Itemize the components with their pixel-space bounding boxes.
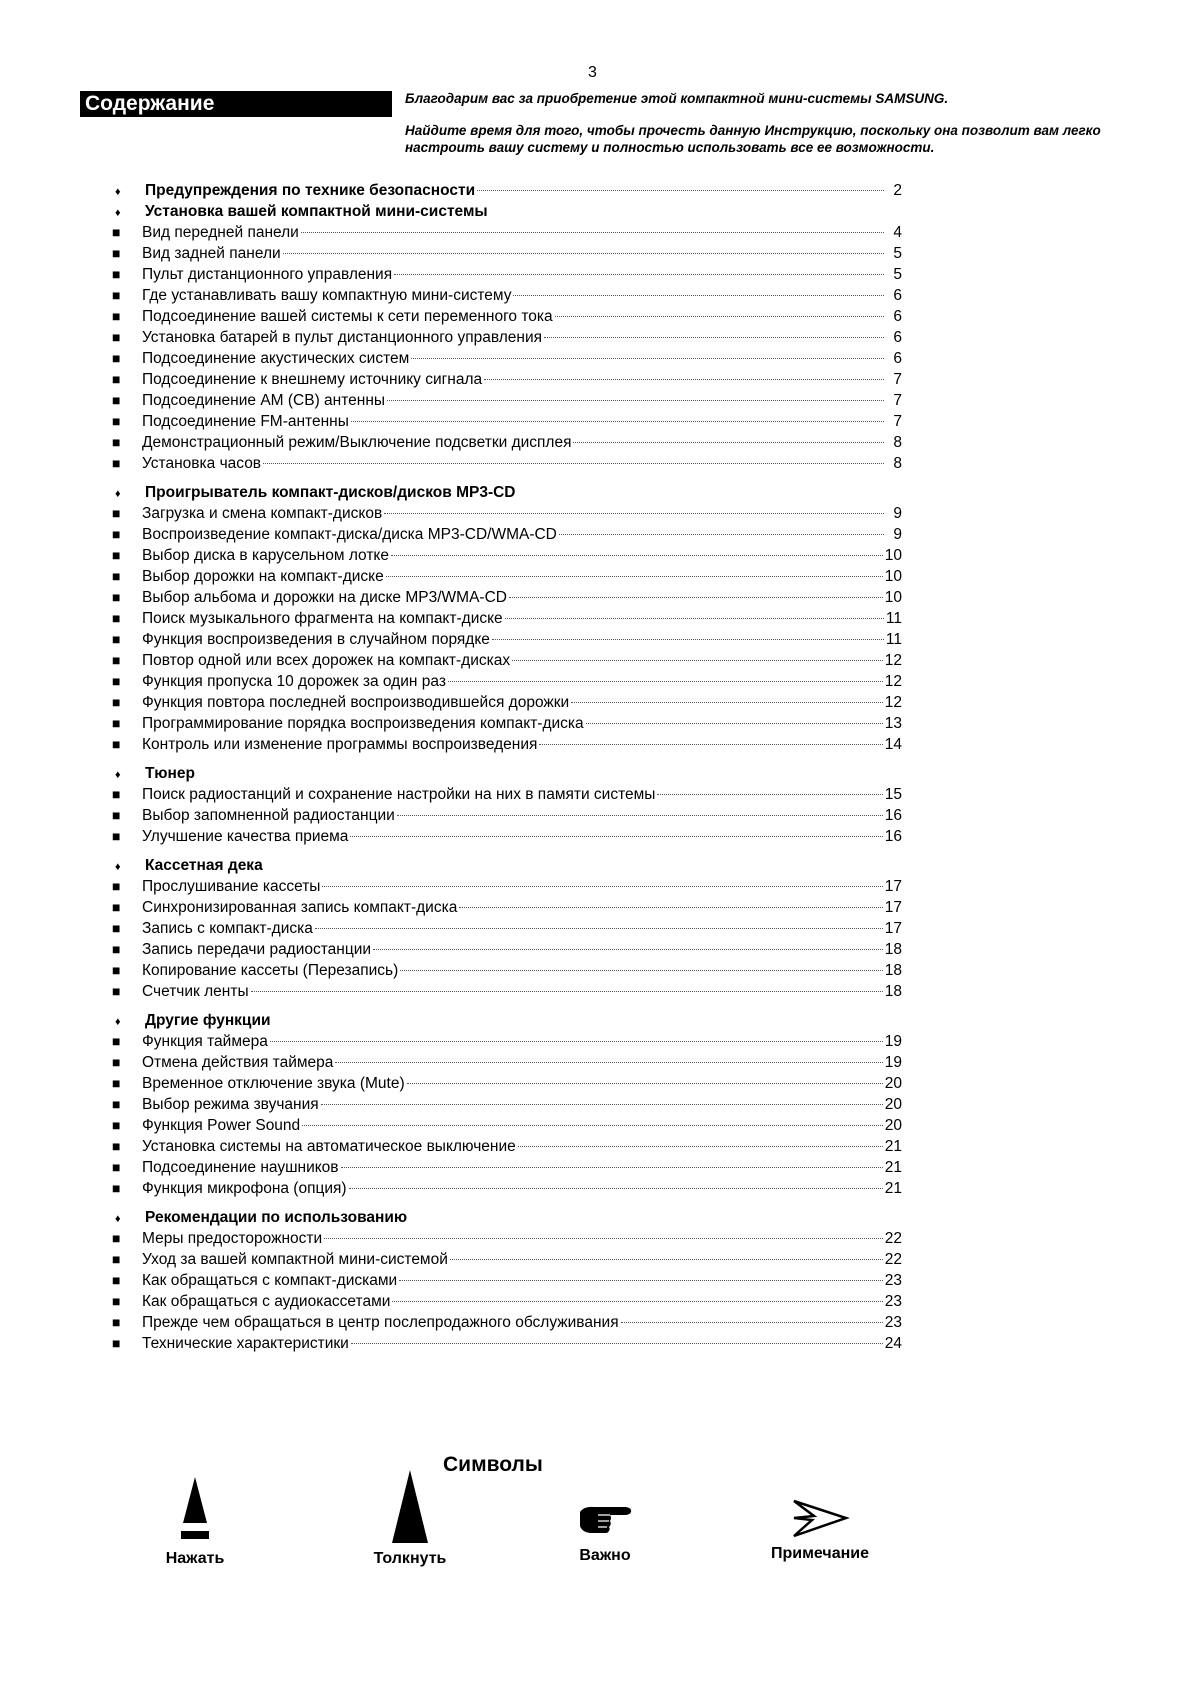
dot-leader [322, 886, 882, 887]
dot-leader [351, 421, 884, 422]
toc-page-number: 11 [885, 631, 902, 648]
diamond-bullet-icon: ♦ [115, 1213, 121, 1225]
toc-label: Технические характеристики [142, 1335, 349, 1352]
toc-entry [112, 432, 902, 453]
table-of-contents [112, 180, 902, 1354]
toc-entry [112, 629, 902, 650]
dot-leader [324, 1238, 883, 1239]
toc-page-number: 14 [884, 736, 902, 753]
dot-leader [513, 295, 884, 296]
toc-page-number: 23 [884, 1272, 902, 1289]
toc-entry [112, 1031, 902, 1052]
square-bullet-icon: ■ [112, 1138, 121, 1154]
toc-label: Подсоединение к внешнему источнику сигнала [142, 371, 483, 388]
toc-page-number: 18 [884, 962, 902, 979]
toc-label: Запись с компакт-диска [142, 920, 313, 937]
toc-label: Выбор диска в карусельном лотке [142, 547, 390, 564]
toc-page-number: 16 [884, 828, 902, 845]
toc-page-number: 7 [893, 392, 902, 409]
toc-label: Другие функции [145, 1012, 271, 1029]
section-gap [112, 847, 902, 855]
toc-label: Прежде чем обращаться в центр послепродажного обслуживания [142, 1314, 619, 1331]
toc-label: Установка часов [142, 455, 262, 472]
toc-label: Подсоединение FM-антенны [142, 413, 349, 430]
symbol-note-label: Примечание [770, 1545, 870, 1562]
square-bullet-icon: ■ [112, 434, 121, 450]
dot-leader [392, 1301, 882, 1302]
toc-entry [112, 1312, 902, 1333]
symbol-push-label: Толкнуть [373, 1550, 447, 1567]
square-bullet-icon: ■ [112, 1159, 121, 1175]
dot-leader [341, 1167, 883, 1168]
dot-leader [387, 400, 884, 401]
toc-page-number: 16 [884, 807, 902, 824]
square-bullet-icon: ■ [112, 1293, 121, 1309]
square-bullet-icon: ■ [112, 631, 121, 647]
toc-entry [112, 411, 902, 432]
toc-page-number: 18 [884, 941, 902, 958]
toc-entry [112, 1136, 902, 1157]
toc-entry [112, 960, 902, 981]
toc-label: Загрузка и смена компакт-дисков [142, 505, 383, 522]
dot-leader [571, 702, 883, 703]
square-bullet-icon: ■ [112, 1075, 121, 1091]
toc-page-number: 15 [884, 786, 902, 803]
dot-leader [492, 639, 884, 640]
page-number: 3 [588, 64, 597, 81]
toc-label: Отмена действия таймера [142, 1054, 334, 1071]
square-bullet-icon: ■ [112, 828, 121, 844]
toc-entry [112, 650, 902, 671]
toc-label: Тюнер [145, 765, 195, 782]
toc-entry [112, 545, 902, 566]
toc-page-number: 17 [884, 920, 902, 937]
toc-entry [112, 1270, 902, 1291]
dot-leader [373, 949, 883, 950]
toc-label: Временное отключение звука (Mute) [142, 1075, 405, 1092]
toc-label: Прослушивание кассеты [142, 878, 321, 895]
toc-label: Поиск радиостанций и сохранение настройки на них в памяти системы [142, 786, 656, 803]
toc-page-number: 12 [884, 673, 902, 690]
toc-page-number: 10 [884, 547, 902, 564]
toc-entry [112, 939, 902, 960]
square-bullet-icon: ■ [112, 962, 121, 978]
toc-label: Проигрыватель компакт-дисков/дисков MP3-CD [145, 484, 516, 501]
dot-leader [657, 794, 882, 795]
toc-page-number: 21 [884, 1159, 902, 1176]
toc-page-number: 20 [884, 1096, 902, 1113]
toc-label: Выбор запомненной радиостанции [142, 807, 395, 824]
dot-leader [350, 836, 882, 837]
toc-label: Подсоединение AM (СВ) антенны [142, 392, 386, 409]
toc-label: Кассетная дека [145, 857, 263, 874]
square-bullet-icon: ■ [112, 547, 121, 563]
symbol-press-label: Нажать [165, 1550, 225, 1567]
toc-label: Функция микрофона (опция) [142, 1180, 347, 1197]
toc-entry [112, 587, 902, 608]
toc-label: Предупреждения по технике безопасности [145, 182, 476, 199]
toc-entry [112, 285, 902, 306]
toc-page-number: 8 [893, 434, 902, 451]
toc-label: Функция Power Sound [142, 1117, 301, 1134]
toc-page-number: 20 [884, 1117, 902, 1134]
dot-leader [484, 379, 884, 380]
toc-page-number: 22 [884, 1230, 902, 1247]
dot-leader [518, 1146, 883, 1147]
diamond-bullet-icon: ♦ [115, 861, 121, 873]
dot-leader [335, 1062, 882, 1063]
toc-entry [112, 369, 902, 390]
toc-page-number: 6 [893, 350, 902, 367]
toc-label: Подсоединение акустических систем [142, 350, 410, 367]
toc-label: Демонстрационный режим/Выключение подсветки дисплея [142, 434, 572, 451]
square-bullet-icon: ■ [112, 392, 121, 408]
section-gap [112, 1002, 902, 1010]
toc-label: Как обращаться с аудиокассетами [142, 1293, 391, 1310]
square-bullet-icon: ■ [112, 413, 121, 429]
toc-page-number: 7 [893, 413, 902, 430]
toc-entry [112, 306, 902, 327]
dot-leader [251, 991, 883, 992]
toc-entry [112, 348, 902, 369]
toc-entry [112, 918, 902, 939]
dot-leader [400, 970, 883, 971]
toc-label: Функция повтора последней воспроизводившейся дорожки [142, 694, 570, 711]
toc-entry [112, 566, 902, 587]
square-bullet-icon: ■ [112, 715, 121, 731]
toc-page-number: 9 [893, 505, 902, 522]
square-bullet-icon: ■ [112, 878, 121, 894]
toc-entry [112, 734, 902, 755]
toc-label: Вид задней панели [142, 245, 281, 262]
section-gap [112, 755, 902, 763]
toc-page-number: 6 [893, 287, 902, 304]
toc-entry [112, 1228, 902, 1249]
square-bullet-icon: ■ [112, 736, 121, 752]
toc-page-number: 7 [893, 371, 902, 388]
symbol-important-label: Важно [579, 1547, 631, 1564]
dot-leader [586, 723, 883, 724]
square-bullet-icon: ■ [112, 371, 121, 387]
dot-leader [263, 463, 884, 464]
dot-leader [573, 442, 884, 443]
toc-entry [112, 264, 902, 285]
section-gap [112, 1199, 902, 1207]
toc-label: Функция пропуска 10 дорожек за один раз [142, 673, 446, 690]
toc-page-number: 9 [893, 526, 902, 543]
toc-entry [112, 805, 902, 826]
toc-label: Воспроизведение компакт-диска/диска MP3-CD/WMA-CD [142, 526, 557, 543]
toc-page-number: 6 [893, 308, 902, 325]
toc-section-heading [112, 201, 902, 222]
toc-entry [112, 1333, 902, 1354]
toc-page-number: 5 [893, 245, 902, 262]
toc-page-number: 10 [884, 568, 902, 585]
toc-label: Повтор одной или всех дорожек на компакт-дисках [142, 652, 511, 669]
symbol-press [150, 1475, 240, 1568]
square-bullet-icon: ■ [112, 1314, 121, 1330]
toc-label: Уход за вашей компактной мини-системой [142, 1251, 448, 1268]
toc-page-number: 18 [884, 983, 902, 1000]
toc-section-heading [112, 482, 902, 503]
toc-label: Подсоединение вашей системы к сети переменного тока [142, 308, 553, 325]
dot-leader [315, 928, 883, 929]
square-bullet-icon: ■ [112, 1230, 121, 1246]
toc-page-number: 12 [884, 652, 902, 669]
intro-thanks: Благодарим вас за приобретение этой компактной мини-системы SAMSUNG. [405, 91, 949, 106]
toc-page-number: 13 [884, 715, 902, 732]
toc-page-number: 12 [884, 694, 902, 711]
dot-leader [505, 618, 884, 619]
square-bullet-icon: ■ [112, 983, 121, 999]
dot-leader [301, 232, 884, 233]
toc-entry [112, 692, 902, 713]
square-bullet-icon: ■ [112, 673, 121, 689]
toc-entry [112, 981, 902, 1002]
toc-page-number: 6 [893, 329, 902, 346]
toc-entry [112, 1052, 902, 1073]
toc-label: Синхронизированная запись компакт-диска [142, 899, 458, 916]
toc-page-number: 19 [884, 1054, 902, 1071]
toc-entry [112, 222, 902, 243]
toc-entry [112, 390, 902, 411]
square-bullet-icon: ■ [112, 1251, 121, 1267]
dot-leader [351, 1343, 883, 1344]
square-bullet-icon: ■ [112, 308, 121, 324]
toc-entry [112, 453, 902, 474]
toc-page-number: 24 [884, 1335, 902, 1352]
square-bullet-icon: ■ [112, 350, 121, 366]
toc-label: Запись передачи радиостанции [142, 941, 372, 958]
dot-leader [384, 513, 884, 514]
dot-leader [559, 534, 884, 535]
toc-entry [112, 713, 902, 734]
square-bullet-icon: ■ [112, 1180, 121, 1196]
toc-entry [112, 1178, 902, 1199]
toc-entry [112, 608, 902, 629]
dot-leader [459, 907, 882, 908]
toc-page-number: 19 [884, 1033, 902, 1050]
square-bullet-icon: ■ [112, 266, 121, 282]
toc-page-number: 4 [893, 224, 902, 241]
push-icon [388, 1468, 432, 1545]
square-bullet-icon: ■ [112, 652, 121, 668]
square-bullet-icon: ■ [112, 1096, 121, 1112]
dot-leader [349, 1188, 883, 1189]
toc-entry [112, 784, 902, 805]
toc-page-number: 2 [893, 182, 902, 199]
toc-entry [112, 671, 902, 692]
square-bullet-icon: ■ [112, 1117, 121, 1133]
dot-leader [283, 253, 884, 254]
square-bullet-icon: ■ [112, 589, 121, 605]
square-bullet-icon: ■ [112, 1335, 121, 1351]
toc-label: Программирование порядка воспроизведения компакт-диска [142, 715, 584, 732]
dot-leader [555, 316, 884, 317]
toc-label: Пульт дистанционного управления [142, 266, 393, 283]
dot-leader [321, 1104, 883, 1105]
toc-page-number: 22 [884, 1251, 902, 1268]
square-bullet-icon: ■ [112, 505, 121, 521]
toc-entry [112, 1094, 902, 1115]
square-bullet-icon: ■ [112, 807, 121, 823]
dot-leader [302, 1125, 883, 1126]
toc-section-heading [112, 855, 902, 876]
toc-label: Выбор альбома и дорожки на диске MP3/WMA-CD [142, 589, 507, 606]
toc-label: Поиск музыкального фрагмента на компакт-диске [142, 610, 503, 627]
note-arrow-icon [790, 1498, 850, 1540]
toc-entry [112, 1291, 902, 1312]
dot-leader [448, 681, 883, 682]
square-bullet-icon: ■ [112, 245, 121, 261]
toc-page-number: 5 [893, 266, 902, 283]
dot-leader [512, 660, 883, 661]
square-bullet-icon: ■ [112, 1033, 121, 1049]
symbol-push [360, 1468, 460, 1568]
toc-label: Функция таймера [142, 1033, 268, 1050]
toc-page-number: 11 [885, 610, 902, 627]
toc-section-heading [112, 180, 902, 201]
diamond-bullet-icon: ♦ [115, 488, 121, 500]
dot-leader [450, 1259, 883, 1260]
page-title: Содержание [80, 91, 392, 117]
toc-entry [112, 503, 902, 524]
symbol-important [570, 1500, 640, 1565]
toc-entry [112, 524, 902, 545]
toc-page-number: 23 [884, 1293, 902, 1310]
square-bullet-icon: ■ [112, 224, 121, 240]
toc-label: Рекомендации по использованию [145, 1209, 408, 1226]
square-bullet-icon: ■ [112, 786, 121, 802]
toc-label: Установка вашей компактной мини-системы [145, 203, 488, 220]
square-bullet-icon: ■ [112, 694, 121, 710]
diamond-bullet-icon: ♦ [115, 207, 121, 219]
dot-leader [386, 576, 883, 577]
toc-label: Копирование кассеты (Перезапись) [142, 962, 399, 979]
dot-leader [544, 337, 884, 338]
toc-entry [112, 826, 902, 847]
dot-leader [391, 555, 883, 556]
toc-entry [112, 1249, 902, 1270]
dot-leader [399, 1280, 883, 1281]
square-bullet-icon: ■ [112, 287, 121, 303]
toc-section-heading [112, 763, 902, 784]
square-bullet-icon: ■ [112, 526, 121, 542]
dot-leader [394, 274, 884, 275]
square-bullet-icon: ■ [112, 899, 121, 915]
intro-instruction: Найдите время для того, чтобы прочесть данную Инструкцию, поскольку она позволит вам легко настроить вашу систему и полностью использовать все ее возможности. [405, 123, 1101, 155]
square-bullet-icon: ■ [112, 568, 121, 584]
press-icon [175, 1475, 215, 1545]
dot-leader [477, 190, 884, 191]
symbols-title: Символы [443, 1453, 543, 1476]
toc-label: Где устанавливать вашу компактную мини-систему [142, 287, 512, 304]
toc-entry [112, 897, 902, 918]
toc-entry [112, 1073, 902, 1094]
dot-leader [621, 1322, 883, 1323]
dot-leader [539, 744, 882, 745]
toc-label: Как обращаться с компакт-дисками [142, 1272, 398, 1289]
square-bullet-icon: ■ [112, 610, 121, 626]
toc-page-number: 8 [893, 455, 902, 472]
dot-leader [407, 1083, 883, 1084]
square-bullet-icon: ■ [112, 1272, 121, 1288]
toc-label: Установка батарей в пульт дистанционного управления [142, 329, 543, 346]
toc-entry [112, 876, 902, 897]
toc-page-number: 21 [884, 1138, 902, 1155]
dot-leader [397, 815, 883, 816]
toc-entry [112, 327, 902, 348]
toc-page-number: 10 [884, 589, 902, 606]
toc-page-number: 20 [884, 1075, 902, 1092]
toc-page-number: 17 [884, 899, 902, 916]
toc-entry [112, 243, 902, 264]
toc-page-number: 17 [884, 878, 902, 895]
symbol-note [760, 1498, 880, 1563]
toc-page-number: 23 [884, 1314, 902, 1331]
toc-page-number: 21 [884, 1180, 902, 1197]
toc-section-heading [112, 1207, 902, 1228]
toc-label: Счетчик ленты [142, 983, 249, 1000]
square-bullet-icon: ■ [112, 329, 121, 345]
dot-leader [509, 597, 883, 598]
toc-section-heading [112, 1010, 902, 1031]
pointing-hand-icon [576, 1500, 634, 1542]
diamond-bullet-icon: ♦ [115, 1016, 121, 1028]
toc-entry [112, 1157, 902, 1178]
square-bullet-icon: ■ [112, 455, 121, 471]
square-bullet-icon: ■ [112, 920, 121, 936]
dot-leader [411, 358, 884, 359]
toc-entry [112, 1115, 902, 1136]
diamond-bullet-icon: ♦ [115, 186, 121, 198]
dot-leader [270, 1041, 883, 1042]
toc-label: Подсоединение наушников [142, 1159, 339, 1176]
toc-label: Вид передней панели [142, 224, 299, 241]
square-bullet-icon: ■ [112, 1054, 121, 1070]
toc-label: Контроль или изменение программы воспроизведения [142, 736, 538, 753]
square-bullet-icon: ■ [112, 941, 121, 957]
toc-label: Улучшение качества приема [142, 828, 349, 845]
toc-label: Меры предосторожности [142, 1230, 323, 1247]
toc-label: Выбор дорожки на компакт-диске [142, 568, 384, 585]
toc-label: Выбор режима звучания [142, 1096, 319, 1113]
section-gap [112, 474, 902, 482]
toc-label: Функция воспроизведения в случайном порядке [142, 631, 490, 648]
toc-label: Установка системы на автоматическое выключение [142, 1138, 516, 1155]
diamond-bullet-icon: ♦ [115, 769, 121, 781]
